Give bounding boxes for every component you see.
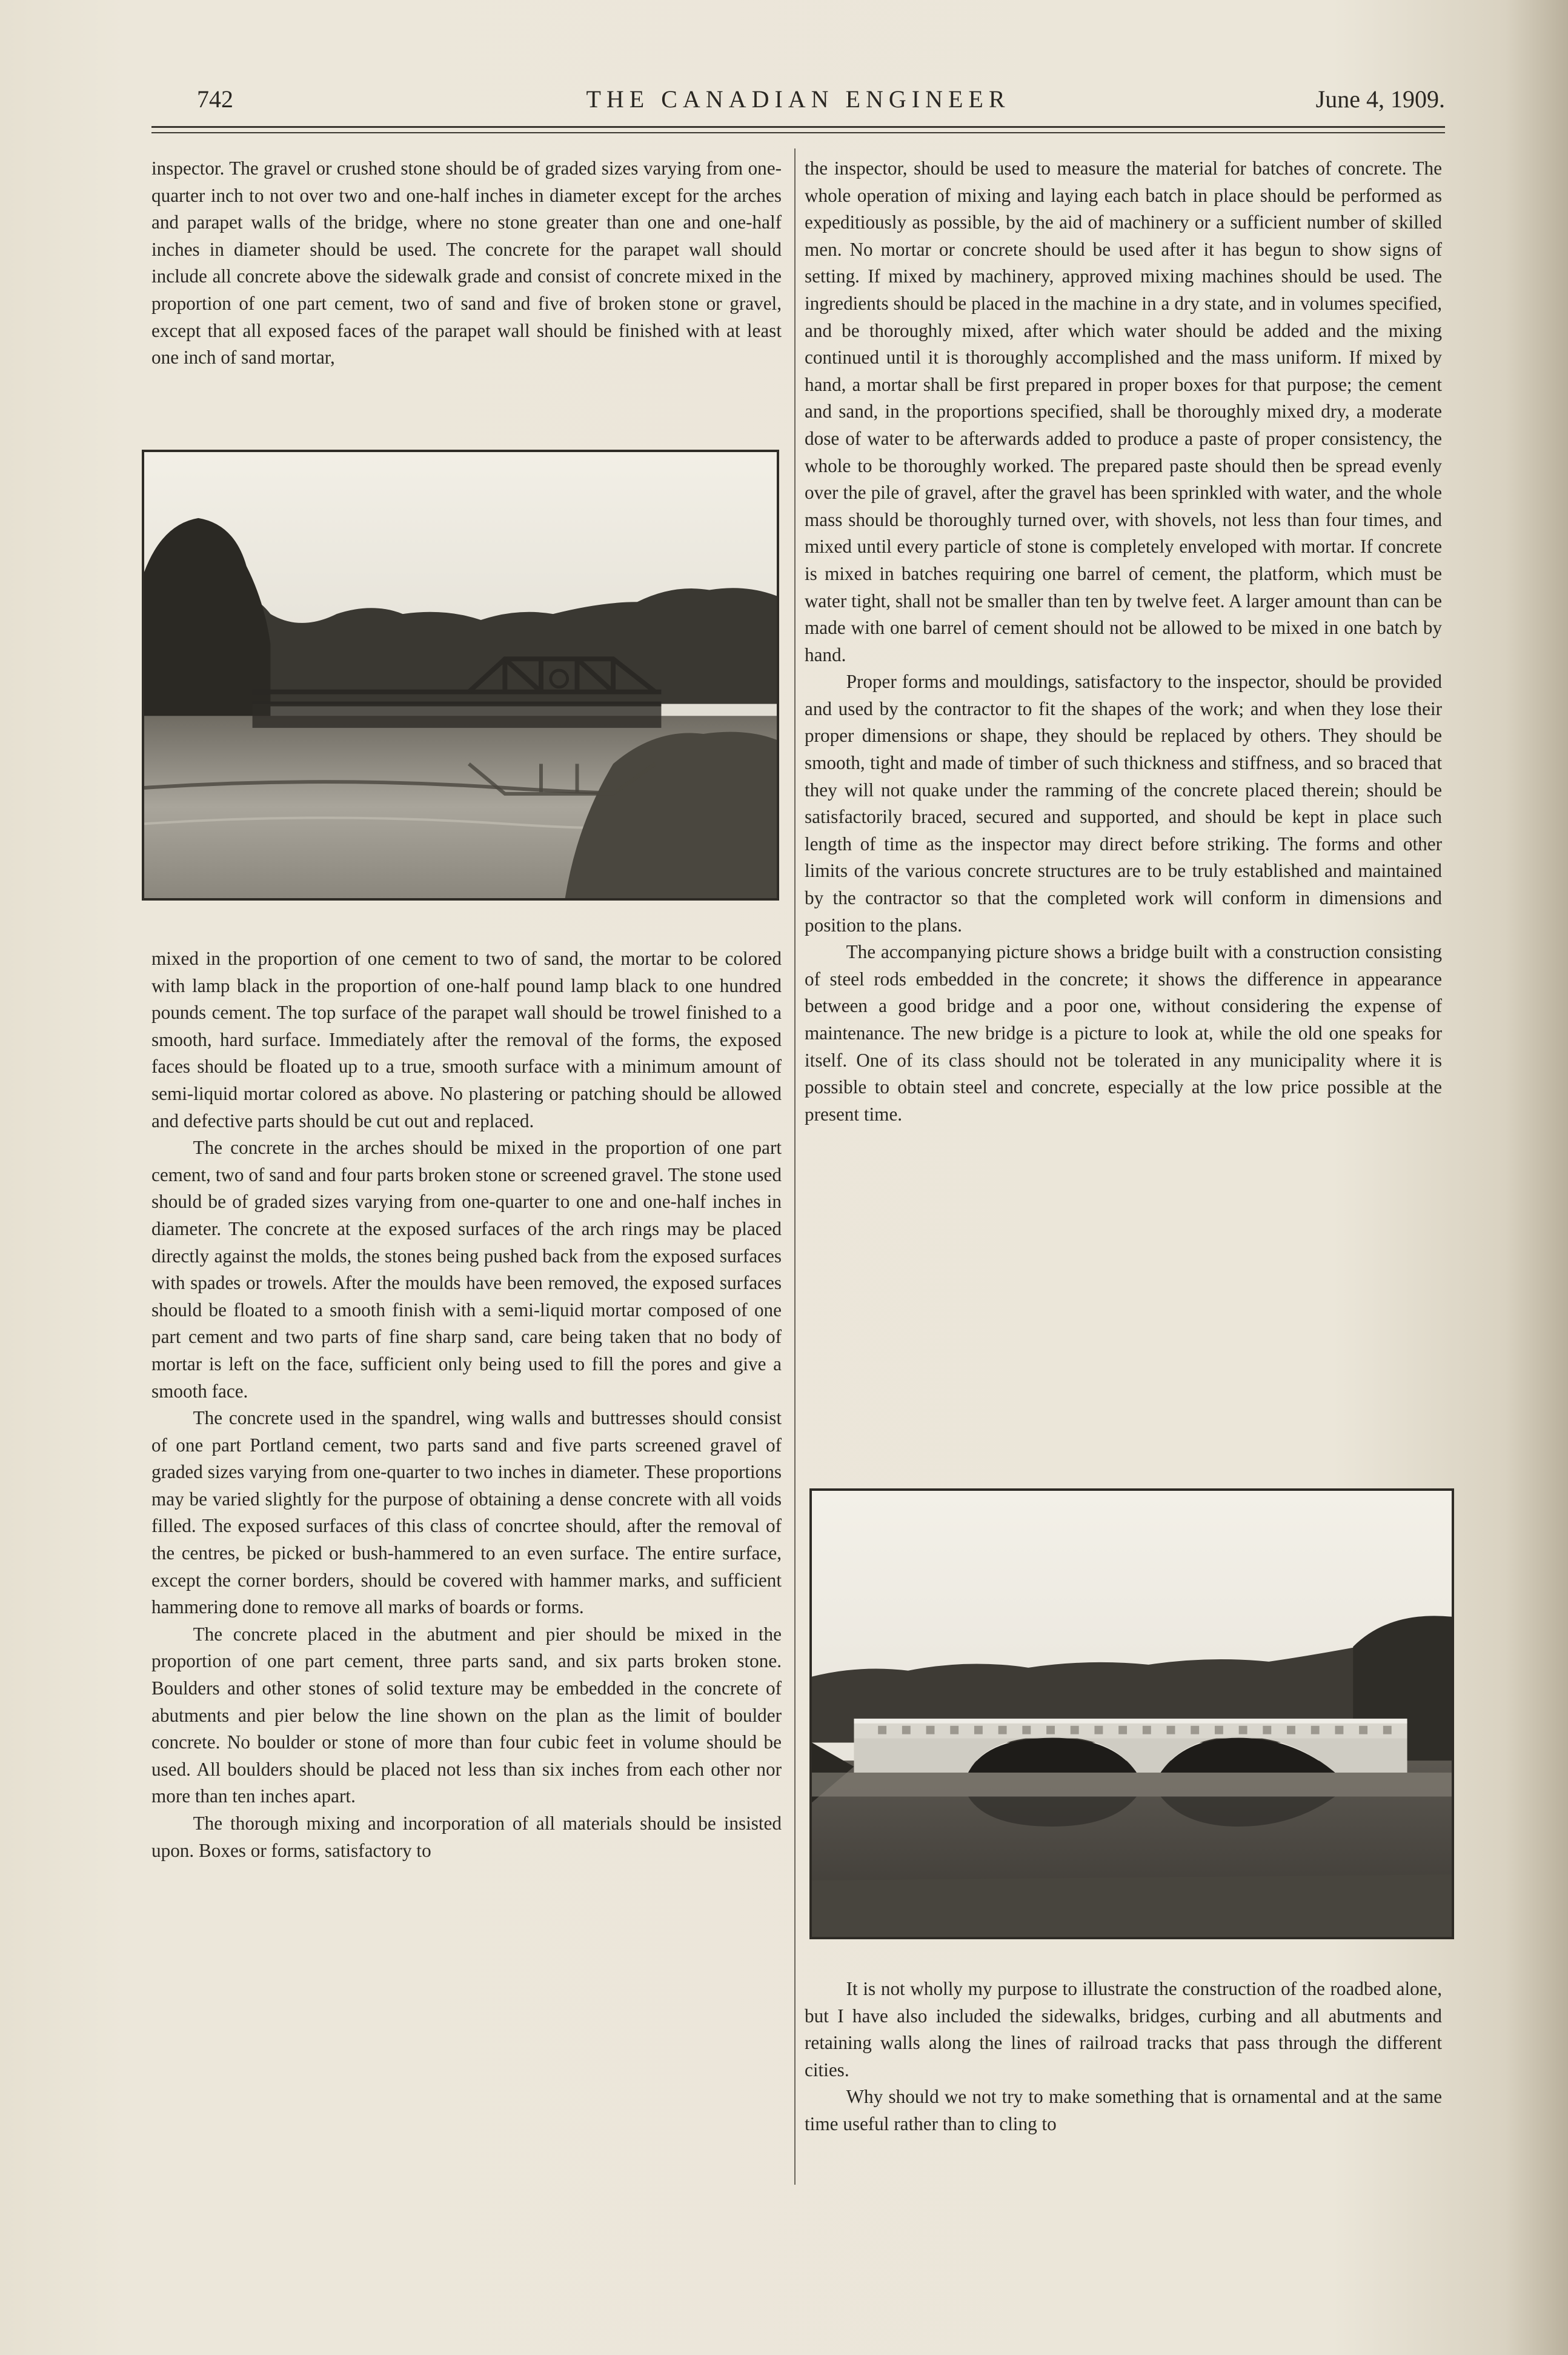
paragraph: inspector. The gravel or crushed stone should be of graded sizes varying from one-quarter inch to not over two and one-half inches in diameter except for the arches and parapet walls of the bridge, where no stone greater than one and one-half inches in diameter should be used. The concrete for the parapet wall should include all concrete above the sidewalk grade and consist of concrete mixed in the proportion of one part cement, two of sand and five of broken stone or gravel, except that all exposed faces of the parapet wall should be finished with at least one inch of sand mortar, [151,158,782,368]
paragraph: The concrete placed in the abutment and pier should be mixed in the proportion of one part cement, three parts sand, and six parts broken stone. Boulders and other stones of solid texture may be embedded in the concrete of abutments and pier below the line shown on the plan as the limit of boulder concrete. No boulder or stone of more than four cubic feet in volume should be used. All boulders should be placed not less than six inches from each other nor more than ten inches apart. [151,1623,782,1807]
paragraph: The concrete in the arches should be mixed in the proportion of one part cement, two of sand and four parts broken stone or screened gravel. The stone used should be of graded sizes varying from one-quarter to one and one-half inches in diameter. The concrete at the exposed surfaces of the arch rings may be placed directly against the molds, the stones being pushed back from the exposed surfaces with spades or trowels. After the moulds have been removed, the exposed surfaces should be floated to a smooth finish with a semi-liquid mortar composed of one part cement and two parts of fine sharp sand, care being taken that no body of mortar is left on the face, sufficient only being used to fill the pores and give a smooth face. [151,1137,782,1402]
paragraph: It is not wholly my purpose to illustrate the construction of the roadbed alone, but I have also included the sidewalks, bridges, curbing and all abutments and retaining walls along the lines of railroad tracks that pass through the different cities. [805,1978,1442,2080]
paragraph: The accompanying picture shows a bridge built with a construction consisting of steel rods embedded in the concrete; it shows the difference in appearance between a good bridge and a poor one, without considering the expense of maintenance. The new bridge is a picture to look at, while the old one speaks for itself. One of its class should not be tolerated in any municipality where it is possible to obtain steel and concrete, especially at the low price possible at the present time. [805,941,1442,1125]
paragraph: the inspector, should be used to measure the material for batches of concrete. The whole operation of mixing and laying each batch in place should be performed as expeditiously as possible, by the aid of machinery or a sufficient number of skilled men. No mortar or concrete should be used after it has begun to show signs of setting. If mixed by machinery, approved mixing machines should be used. The ingredients should be placed in the machine in a dry state, and in volumes specified, and be thoroughly mixed, after which water should be added and the mixing continued until it is thoroughly accomplished and the mass uniform. If mixed by hand, a mortar shall be first prepared in proper boxes for that purpose; the cement and sand, in the proportions specified, shall be thoroughly mixed dry, a moderate dose of water to be afterwards added to produce a paste of proper consistency, the whole to be thoroughly worked. The prepared paste should then be spread evenly over the pile of gravel, after the gravel has been sprinkled with water, and the whole mass should be thoroughly turned over, with shovels, not less than four times, and mixed until every particle of stone is completely enveloped with mortar. If concrete is mixed in batches requiring one barrel of cement, the platform, which must be water tight, shall not be smaller than ten by twelve feet. A larger amount than can be made with one barrel of cement should not be allowed to be mixed in one batch by hand. [805,158,1442,665]
right-column-top-text [805,155,1442,1128]
issue-date: June 4, 1909. [1315,85,1445,113]
header-rule-thin [151,132,1445,133]
journal-title: THE CANADIAN ENGINEER [586,85,1011,113]
paragraph: Why should we not try to make something that is ornamental and at the same time useful rather than to cling to [805,2086,1442,2134]
column-divider [794,148,796,2185]
old-truss-bridge-photo [142,450,779,901]
paragraph: The concrete used in the spandrel, wing walls and buttresses should consist of one part Portland cement, two parts sand and five parts screened gravel of graded sizes varying from one-quarter to two inches in diameter. These proportions may be varied slightly for the purpose of obtaining a dense concrete with all voids filled. The exposed surfaces of this class of concrtee should, after the removal of the centres, be picked or bush-hammered to an even surface. The entire surface, except the corner borders, should be covered with hammer marks, and sufficient hammering done to remove all marks of boards or forms. [151,1407,782,1618]
concrete-arch-bridge-photo [809,1488,1454,1939]
paragraph: mixed in the proportion of one cement to two of sand, the mortar to be colored with lamp black in the proportion of one-half pound lamp black to one hundred pounds cement. The top surface of the parapet wall should be trowel finished to a smooth, hard surface. Immediately after the removal of the forms, the exposed faces should be floated up to a true, smooth surface with a minimum amount of semi-liquid mortar colored as above. No plastering or patching should be allowed and defective parts should be cut out and replaced. [151,948,782,1131]
right-column-bottom-text [805,1976,1442,2138]
paragraph: The thorough mixing and incorporation of all materials should be insisted upon. Boxes or forms, satisfactory to [151,1813,782,1861]
page-number: 742 [197,85,233,113]
left-column-bottom-text [151,945,782,1864]
header-rule-thick [151,126,1445,128]
page-header [151,85,1445,127]
left-column-top-text [151,155,782,371]
paragraph: Proper forms and mouldings, satisfactory to the inspector, should be provided and used by the contractor to fit the shapes of the work; and when they lose their proper dimensions or shape, they should be replaced by others. They should be smooth, tight and made of timber of such thickness and stiffness, and so braced that they will not quake under the ramming of the concrete placed therein; should be satisfactorily braced, secured and supported, and should be kept in place such length of time as the inspector may direct before striking. The forms and other limits of the various concrete structures are to be truly established and maintained by the contractor so that the completed work will conform in dimensions and position to the plans. [805,671,1442,936]
